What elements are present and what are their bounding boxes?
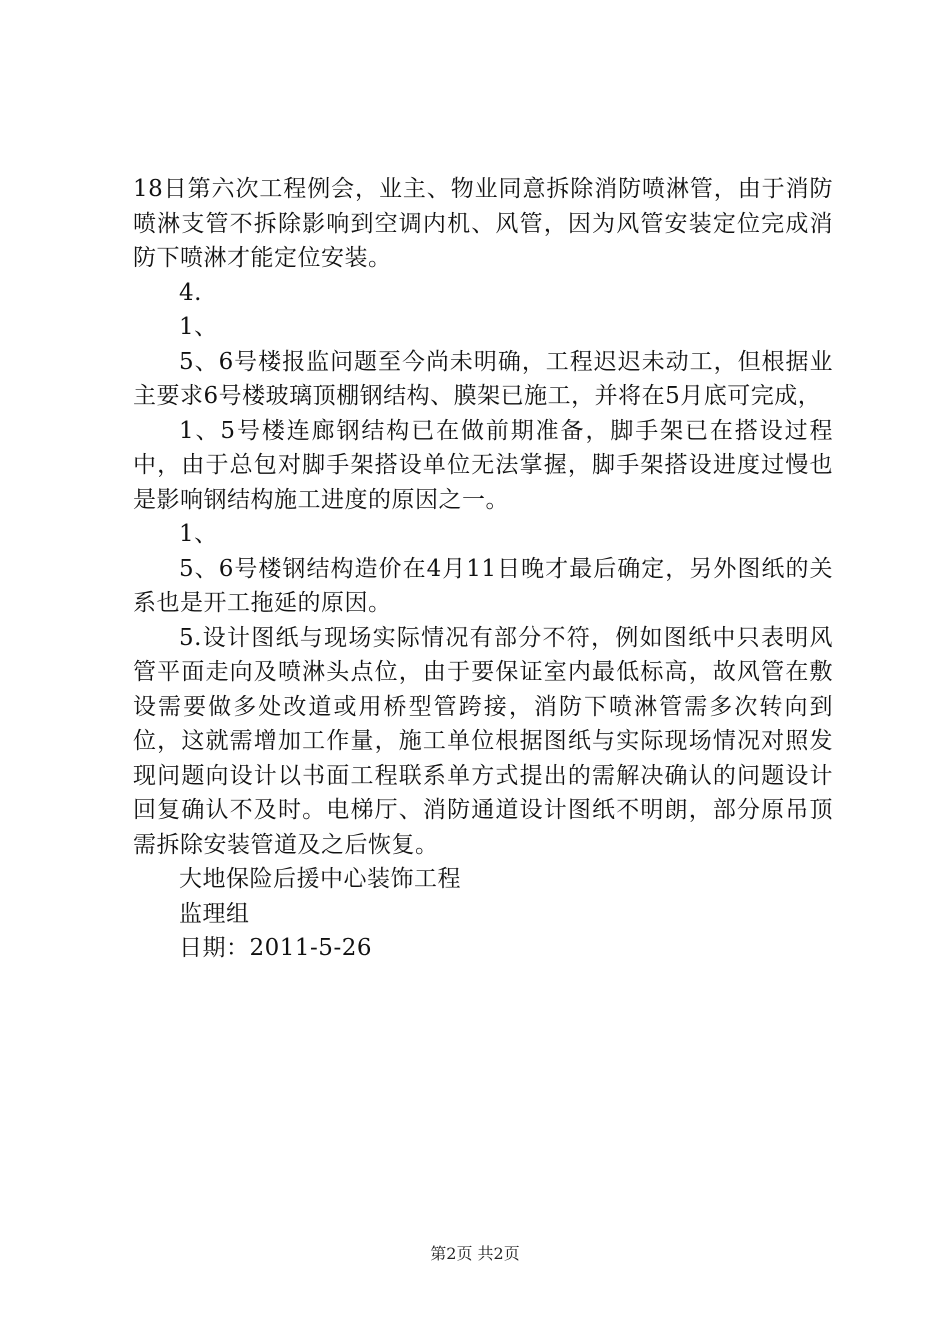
paragraph-item-1b: 1、 <box>179 521 218 547</box>
paragraph-design-drawings: 5.设计图纸与现场实际情况有部分不符，例如图纸中只表明风管平面走向及喷淋头点位，由于要保证室内最低标高，故风管在敷设需要做多处改道或用桥型管跨接，消防下喷淋管需多次转向到位，这就需增加工作量，施工单位根据图纸与实际现场情况对照发现问题向设计以书面工程联系单方式提出的需解决确认的问题设计回复确认不及时。电梯厅、消防通道设计图纸不明朗，部分原吊顶需拆除安装管道及之后恢复。 <box>133 624 833 858</box>
signature-date: 日期：2011-5-26 <box>179 935 372 961</box>
page-footer: 第2页 共2页 <box>430 1244 520 1263</box>
signature-org: 大地保险后援中心装饰工程 <box>179 866 461 892</box>
paragraph-meeting: 18日第六次工程例会，业主、物业同意拆除消防喷淋管，由于消防喷淋支管不拆除影响到空调内机、风管，因为风管安装定位完成消防下喷淋才能定位安装。 <box>133 176 833 271</box>
paragraph-item-4: 4. <box>179 279 202 306</box>
paragraph-building-5-corridor: 1、5号楼连廊钢结构已在做前期准备，脚手架已在搭设过程中，由于总包对脚手架搭设单位无法掌握，脚手架搭设进度过慢也是影响钢结构施工进度的原因之一。 <box>133 417 833 513</box>
paragraph-building-6-supervision: 5、6号楼报监问题至今尚未明确，工程迟迟未动工，但根据业主要求6号楼玻璃顶棚钢结构、膜架已施工，并将在5月底可完成， <box>133 348 833 409</box>
signature-team: 监理组 <box>179 900 250 927</box>
paragraph-item-1a: 1、 <box>179 314 218 340</box>
paragraph-steel-cost: 5、6号楼钢结构造价在4月11日晚才最后确定，另外图纸的关系也是开工拖延的原因。 <box>133 555 833 616</box>
document-body <box>133 172 833 966</box>
